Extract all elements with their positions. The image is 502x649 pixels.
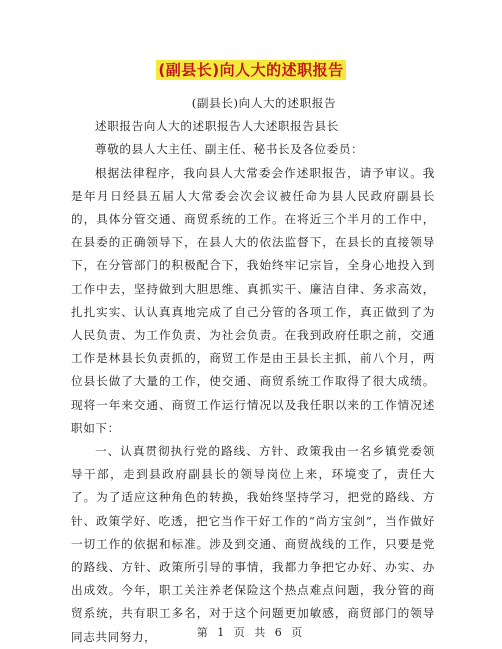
document-body [71, 92, 435, 649]
header-line: 述职报告向人大的述职报告人大述职报告县长 [95, 119, 339, 134]
title-container [0, 60, 502, 80]
paragraph: 根据法律程序，我向县人大常委会作述职报告，请予审议。我是年月日经县五届人大常委会次会议被任命为县人民政府副县长的，具体分管交通、商贸系统的工作。在将近三个半月的工作中，在县委的正确领导下，在县人大的依法监督下，在县长的直接领导下，在分管部门的积极配合下，我始终牢记宗旨，全身心地投入到工作中去，坚持做到大胆思维、真抓实干、廉洁自律、务求高效，扎扎实实、认认真真地完成了自己分管的各项工作，真正做到了为人民负责、为工作负责、为社会负责。在我到政府任职之前，交通工作是林县长负责抓的，商贸工作是由王县长主抓，前八个月，两位县长做了大量的工作，使交通、商贸系统工作取得了很大成绩。现将一年来交通、商贸工作运行情况以及我任职以来的工作情况述职如下： [71, 165, 435, 435]
document-subtitle: (副县长)向人大的述职报告 [191, 96, 337, 110]
salutation: 尊敬的县人大主任、副主任、秘书长及各位委员： [95, 142, 364, 157]
page-number-footer: 第 1 页 共 6 页 [196, 626, 306, 639]
paragraph: 一、认真贯彻执行党的路线、方针、政策我由一名乡镇党委领导干部，走到县政府副县长的领导岗位上来，环境变了，责任大了。为了适应这种角色的转换，我始终坚持学习，把党的路线、方针、政策学好、吃透，把它当作干好工作的“尚方宝剑”，当作做好一切工作的依据和标准。涉及到交通、商贸战线的工作，只要是党的路线、方针、政策所引导的事情，我都力争把它办好、办实、办出成效。今年，职工关注养老保险这个热点难点问题，我分管的商贸系统，共有职工多名，对于这个问题更加敏感，商贸部门的领导同志共同努力， [71, 444, 435, 644]
document-title: (副县长)向人大的述职报告 [158, 61, 344, 79]
